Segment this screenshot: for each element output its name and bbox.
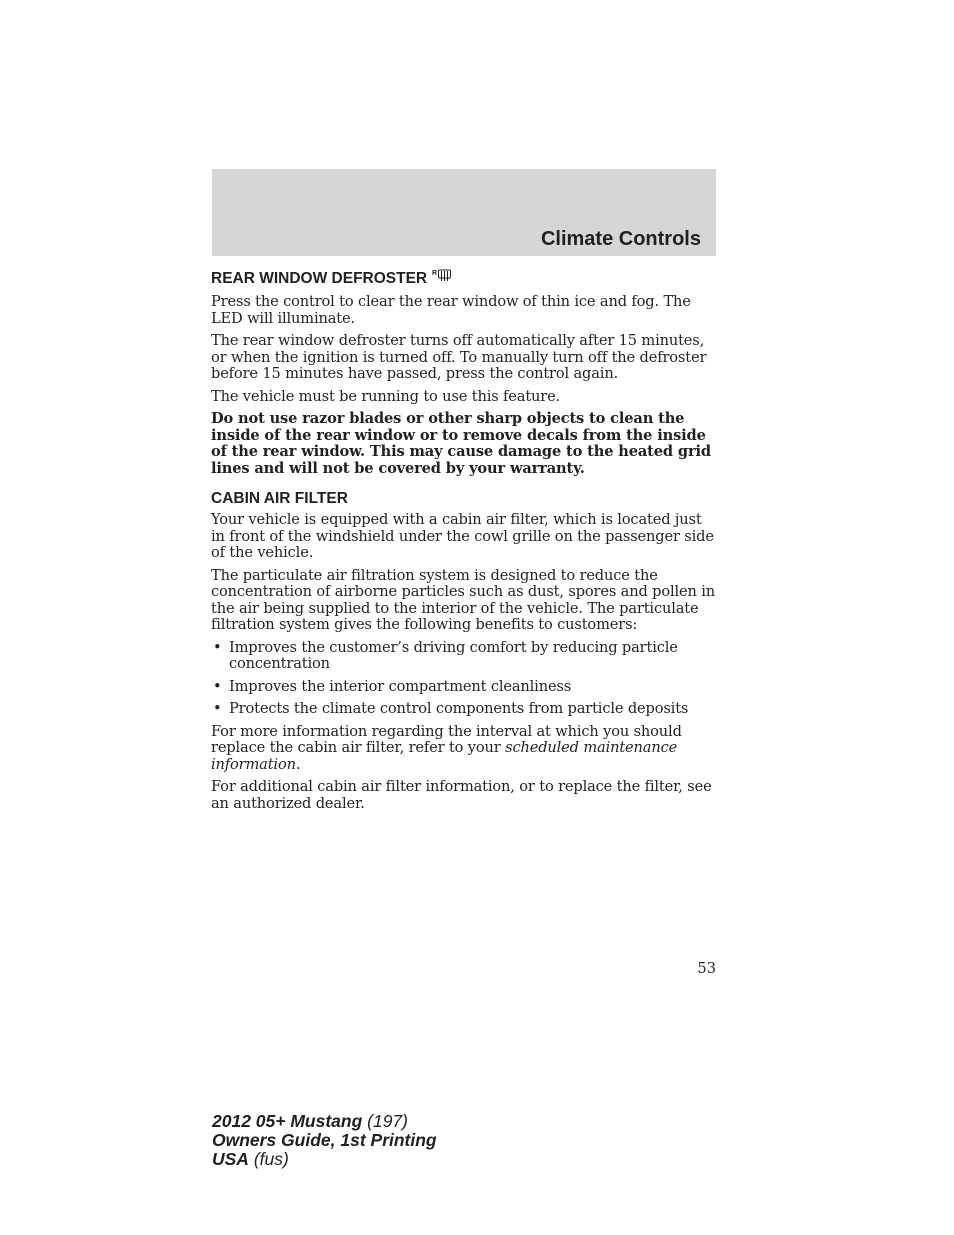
footer-model: 2012 05+ Mustang <box>212 1111 363 1131</box>
filter-paragraph-2: The particulate air filtration system is designed to reduce the concentration of airborne particles such as dust, spores and pollen in the air being supplied to the interior of the vehicle. The particulate filtration system gives the following benefits to customers: <box>211 566 716 633</box>
list-item-text: Protects the climate control components from particle deposits <box>229 700 689 717</box>
cabin-air-filter-heading: CABIN AIR FILTER <box>211 490 348 507</box>
filter-paragraph-3 <box>211 724 717 774</box>
footer-printing: Owners Guide, 1st Printing <box>212 1130 437 1150</box>
list-item-text: Improves the interior compartment cleanliness <box>229 677 572 695</box>
section-header <box>212 169 716 256</box>
list-item <box>211 701 717 718</box>
bullet: • <box>213 700 222 717</box>
bullet: • <box>213 677 222 695</box>
maintenance-reference: scheduled maintenance information <box>211 739 678 773</box>
benefits-list <box>211 640 717 718</box>
filter-paragraph-4: For additional cabin air filter information, or to replace the filter, see an authorized dealer. <box>211 778 712 812</box>
page-number: 53 <box>697 960 716 977</box>
filter-paragraph-3-end: . <box>295 755 301 773</box>
filter-paragraph-3-start: For more information regarding the interval at which you should replace the cabin air filter, refer to your <box>211 722 682 756</box>
list-item <box>211 679 717 696</box>
footer-line-3 <box>212 1150 437 1169</box>
defroster-paragraph-2: The rear window defroster turns off automatically after 15 minutes, or when the ignition is turned off. To manually turn off the defroster before 15 minutes have passed, press the control again. <box>211 332 707 382</box>
filter-paragraph-1: Your vehicle is equipped with a cabin air filter, which is located just in front of the windshield under the cowl grille on the passenger side of the vehicle. <box>211 511 714 561</box>
defroster-paragraph-1: Press the control to clear the rear window of thin ice and fog. The LED will illuminate. <box>211 293 691 327</box>
page-content <box>211 268 717 818</box>
bullet: • <box>213 638 222 656</box>
defroster-warning: Do not use razor blades or other sharp objects to clean the inside of the rear window or to remove decals from the inside of the rear window. This may cause damage to the heated grid lines and will not be covered by your warranty. <box>211 410 711 477</box>
defroster-paragraph-3: The vehicle must be running to use this feature. <box>211 387 561 405</box>
footer-market: USA <box>212 1149 249 1169</box>
footer-market-code: (fus) <box>248 1149 289 1169</box>
rear-window-defroster-heading-text: REAR WINDOW DEFROSTER <box>211 270 428 287</box>
rear-window-defroster-heading <box>211 268 717 288</box>
footer-line-2 <box>212 1131 437 1150</box>
rear-defroster-icon-letter: R <box>432 270 438 277</box>
footer-model-code: (197) <box>362 1111 408 1131</box>
list-item-text: Improves the customer’s driving comfort by reducing particle concentration <box>229 638 678 672</box>
section-title: Climate Controls <box>540 228 701 250</box>
list-item <box>211 640 717 673</box>
rear-defroster-icon <box>432 268 452 282</box>
footer-line-1 <box>212 1112 437 1131</box>
footer <box>212 1112 437 1169</box>
